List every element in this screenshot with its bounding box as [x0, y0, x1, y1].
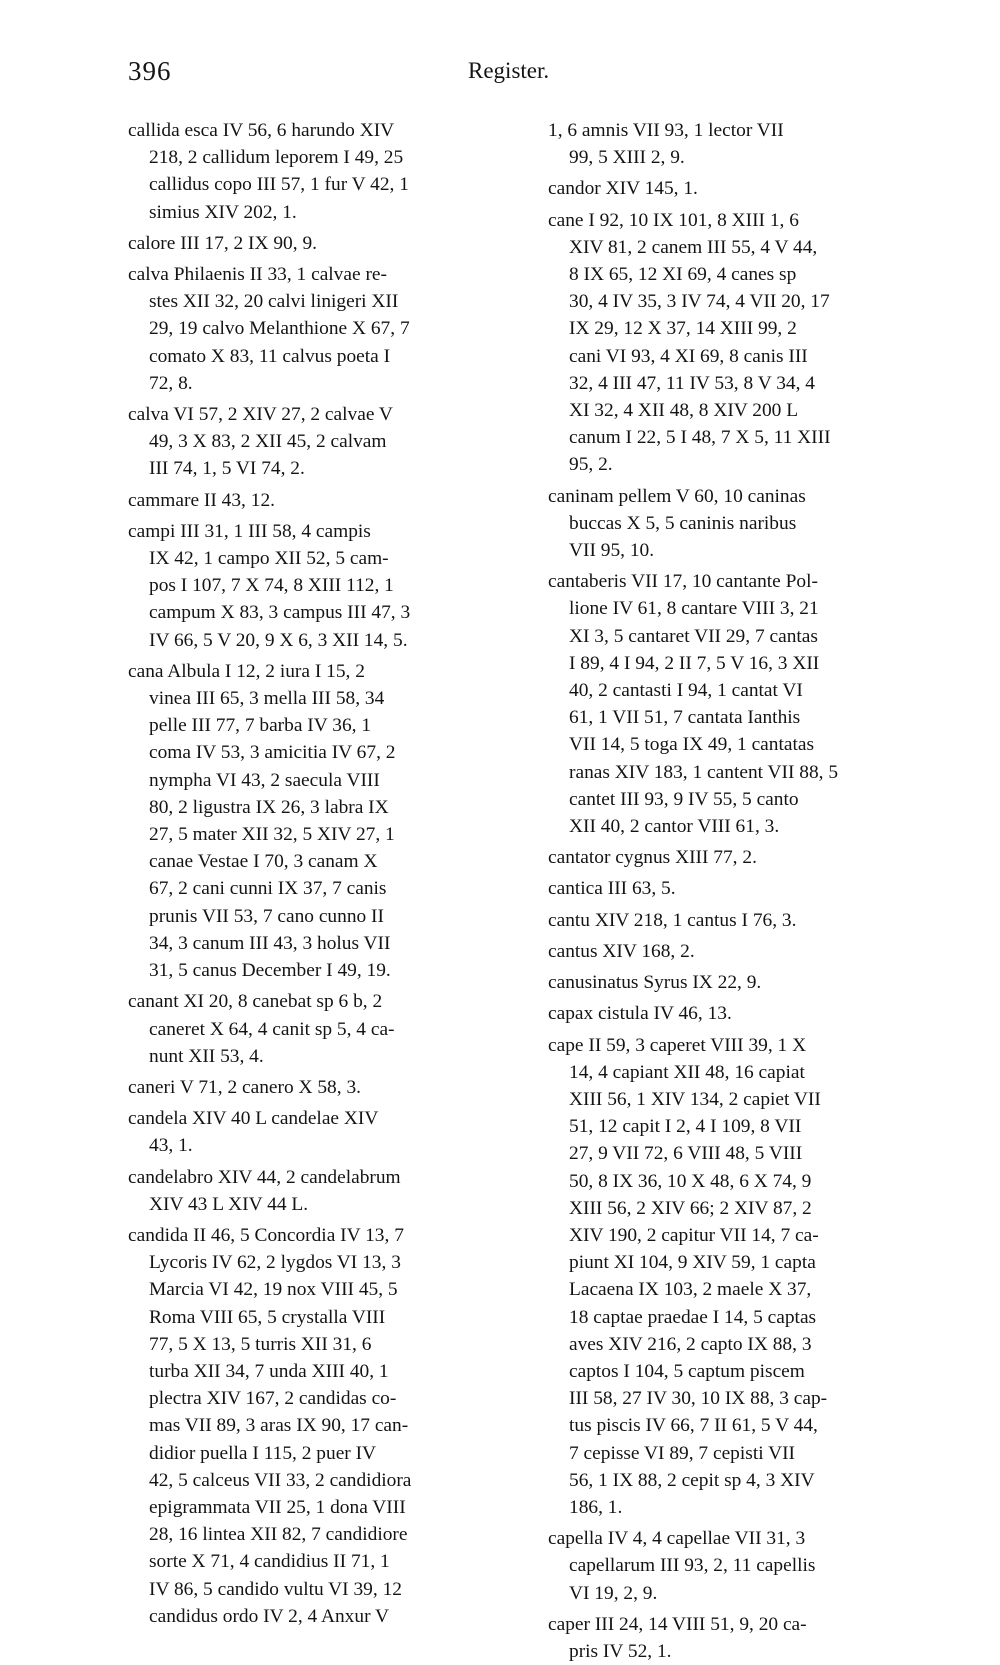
entry-line: aves XIV 216, 2 capto IX 88, 3 — [569, 1333, 812, 1355]
entry-line: XI 32, 4 XII 48, 8 XIV 200 L — [569, 400, 799, 422]
index-entry — [548, 938, 964, 965]
entry-line: Lycoris IV 62, 2 lygdos VI 13, 3 — [149, 1252, 401, 1274]
entry-line: XIV 43 L XIV 44 L. — [149, 1193, 309, 1215]
index-entry — [548, 483, 964, 565]
entry-line: Marcia VI 42, 19 nox VIII 45, 5 — [149, 1279, 398, 1301]
index-entry — [548, 907, 964, 934]
entry-line: pos I 107, 7 X 74, 8 XIII 112, 1 — [149, 575, 394, 597]
entry-line: 30, 4 IV 35, 3 IV 74, 4 VII 20, 17 — [569, 291, 830, 313]
entry-line: 28, 16 lintea XII 82, 7 candidiore — [149, 1524, 408, 1546]
entry-line: candelabro XIV 44, 2 candelabrum — [128, 1166, 401, 1188]
entry-line: 29, 19 calvo Melanthione X 67, 7 — [149, 318, 410, 340]
index-entry — [128, 1222, 528, 1630]
entry-line: calore III 17, 2 IX 90, 9. — [128, 232, 317, 254]
entry-line: buccas X 5, 5 caninis naribus — [569, 512, 797, 534]
index-entry — [548, 568, 964, 840]
entry-line: IX 42, 1 campo XII 52, 5 cam- — [149, 548, 389, 570]
entry-line: simius XIV 202, 1. — [149, 201, 297, 223]
entry-line: 218, 2 callidum leporem I 49, 25 — [149, 147, 404, 169]
entry-line: VI 19, 2, 9. — [569, 1582, 658, 1604]
entry-line: 72, 8. — [149, 372, 193, 394]
entry-line: lione IV 61, 8 cantare VIII 3, 21 — [569, 598, 819, 620]
entry-line: candela XIV 40 L candelae XIV — [128, 1108, 379, 1130]
entry-line: callida esca IV 56, 6 harundo XIV — [128, 120, 395, 141]
entry-line: vinea III 65, 3 mella III 58, 34 — [149, 688, 385, 710]
index-entry — [548, 875, 964, 902]
entry-line: cape II 59, 3 caperet VIII 39, 1 X — [548, 1034, 807, 1056]
index-entry — [548, 207, 964, 479]
entry-line: 14, 4 capiant XII 48, 16 capiat — [569, 1061, 805, 1083]
entry-line: calva VI 57, 2 XIV 27, 2 calvae V — [128, 404, 393, 426]
index-entry — [548, 1525, 964, 1607]
entry-line: capellarum III 93, 2, 11 capellis — [569, 1555, 816, 1577]
entry-line: captos I 104, 5 captum piscem — [569, 1360, 805, 1382]
index-entry — [128, 261, 528, 397]
entry-line: XII 40, 2 cantor VIII 61, 3. — [569, 816, 780, 838]
entry-line: 51, 12 capit I 2, 4 I 109, 8 VII — [569, 1116, 802, 1138]
entry-line: nympha VI 43, 2 saecula VIII — [149, 769, 380, 791]
entry-line: 67, 2 cani cunni IX 37, 7 canis — [149, 878, 387, 900]
entry-line: 27, 9 VII 72, 6 VIII 48, 5 VIII — [569, 1143, 803, 1165]
entry-line: 43, 1. — [149, 1135, 193, 1157]
entry-line: 1, 6 amnis VII 93, 1 lector VII — [548, 120, 784, 141]
entry-line: 40, 2 cantasti I 94, 1 cantat VI — [569, 680, 803, 702]
entry-line: plectra XIV 167, 2 candidas co- — [149, 1388, 397, 1410]
entry-line: piunt XI 104, 9 XIV 59, 1 capta — [569, 1252, 816, 1274]
entry-line: 18 captae praedae I 14, 5 captas — [569, 1306, 817, 1328]
entry-line: 56, 1 IX 88, 2 cepit sp 4, 3 XIV — [569, 1469, 815, 1491]
entry-line: IV 86, 5 candido vultu VI 39, 12 — [149, 1578, 402, 1600]
entry-line: 34, 3 canum III 43, 3 holus VII — [149, 932, 391, 954]
entry-line: I 89, 4 I 94, 2 II 7, 5 V 16, 3 XII — [569, 652, 820, 674]
index-entry — [548, 969, 964, 996]
entry-line: coma IV 53, 3 amicitia IV 67, 2 — [149, 742, 396, 764]
entry-line: canum I 22, 5 I 48, 7 X 5, 11 XIII — [569, 427, 831, 449]
index-entry — [128, 487, 528, 514]
entry-line: mas VII 89, 3 aras IX 90, 17 can- — [149, 1415, 409, 1437]
entry-line: nunt XII 53, 4. — [149, 1045, 264, 1067]
entry-line: candidus ordo IV 2, 4 Anxur V — [149, 1605, 390, 1627]
entry-line: 50, 8 IX 36, 10 X 48, 6 X 74, 9 — [569, 1170, 812, 1192]
index-entry — [548, 175, 964, 202]
index-entry — [128, 1164, 528, 1218]
entry-line: calva Philaenis II 33, 1 calvae re- — [128, 264, 387, 286]
entry-line: didior puella I 115, 2 puer IV — [149, 1442, 377, 1464]
entry-line: canusinatus Syrus IX 22, 9. — [548, 972, 762, 994]
entry-line: cane I 92, 10 IX 101, 8 XIII 1, 6 — [548, 209, 799, 231]
entry-line: cantaberis VII 17, 10 cantante Pol- — [548, 571, 818, 593]
running-head: Register. — [468, 58, 550, 83]
entry-line: 77, 5 X 13, 5 turris XII 31, 6 — [149, 1333, 372, 1355]
entry-line: III 74, 1, 5 VI 74, 2. — [149, 458, 305, 480]
index-entry — [548, 1000, 964, 1027]
entry-line: 49, 3 X 83, 2 XII 45, 2 calvam — [149, 431, 387, 453]
entry-line: cana Albula I 12, 2 iura I 15, 2 — [128, 660, 365, 682]
entry-line: pelle III 77, 7 barba IV 36, 1 — [149, 715, 372, 737]
entry-line: Lacaena IX 103, 2 maele X 37, — [569, 1279, 812, 1301]
entry-line: stes XII 32, 20 calvi linigeri XII — [149, 291, 399, 313]
page-number: 396 — [128, 56, 172, 86]
index-entry — [128, 117, 528, 226]
entry-line: 80, 2 ligustra IX 26, 3 labra IX — [149, 796, 389, 818]
index-entry — [128, 230, 528, 257]
left-column — [128, 117, 528, 1630]
entry-line: canant XI 20, 8 canebat sp 6 b, 2 — [128, 991, 383, 1013]
entry-line: campum X 83, 3 campus III 47, 3 — [149, 602, 411, 624]
entry-line: 99, 5 XIII 2, 9. — [569, 147, 685, 169]
index-entry — [128, 1105, 528, 1159]
index-entry — [548, 1032, 964, 1522]
entry-line: 31, 5 canus December I 49, 19. — [149, 960, 391, 982]
entry-line: cantu XIV 218, 1 cantus I 76, 3. — [548, 909, 797, 931]
entry-line: IX 29, 12 X 37, 14 XIII 99, 2 — [569, 318, 797, 340]
entry-line: 32, 4 III 47, 11 IV 53, 8 V 34, 4 — [569, 372, 815, 394]
entry-line: VII 14, 5 toga IX 49, 1 cantatas — [569, 734, 815, 756]
entry-line: canae Vestae I 70, 3 canam X — [149, 851, 378, 873]
entry-line: XIV 190, 2 capitur VII 14, 7 ca- — [569, 1224, 819, 1246]
entry-line: candor XIV 145, 1. — [548, 178, 698, 200]
right-column — [548, 117, 964, 1665]
entry-line: capax cistula IV 46, 13. — [548, 1003, 732, 1025]
entry-line: VII 95, 10. — [569, 540, 655, 562]
entry-line: turba XII 34, 7 unda XIII 40, 1 — [149, 1360, 389, 1382]
entry-line: prunis VII 53, 7 cano cunno II — [149, 905, 384, 927]
page-header — [128, 56, 964, 96]
entry-line: caper III 24, 14 VIII 51, 9, 20 ca- — [548, 1613, 807, 1635]
entry-line: Roma VIII 65, 5 crystalla VIII — [149, 1306, 386, 1328]
entry-line: pris IV 52, 1. — [569, 1640, 672, 1662]
entry-line: 186, 1. — [569, 1496, 623, 1518]
index-entry — [128, 518, 528, 654]
index-entry — [548, 1611, 964, 1665]
entry-line: cammare II 43, 12. — [128, 489, 275, 511]
entry-line: campi III 31, 1 III 58, 4 campis — [128, 520, 371, 542]
entry-line: cantet III 93, 9 IV 55, 5 canto — [569, 788, 799, 810]
entry-line: cantator cygnus XIII 77, 2. — [548, 847, 757, 869]
index-entry — [128, 1074, 528, 1101]
index-entry — [128, 658, 528, 984]
entry-line: IV 66, 5 V 20, 9 X 6, 3 XII 14, 5. — [149, 629, 408, 651]
entry-line: cantus XIV 168, 2. — [548, 940, 695, 962]
entry-line: 7 cepisse VI 89, 7 cepisti VII — [569, 1442, 796, 1464]
entry-line: cantica III 63, 5. — [548, 878, 676, 900]
entry-line: sorte X 71, 4 candidius II 71, 1 — [149, 1551, 390, 1573]
entry-line: 8 IX 65, 12 XI 69, 4 canes sp — [569, 264, 797, 286]
entry-line: XI 3, 5 cantaret VII 29, 7 cantas — [569, 625, 818, 647]
entry-line: callidus copo III 57, 1 fur V 42, 1 — [149, 174, 409, 196]
index-entry — [548, 844, 964, 871]
entry-line: XIII 56, 2 XIV 66; 2 XIV 87, 2 — [569, 1197, 812, 1219]
index-entry — [128, 988, 528, 1070]
entry-line: 95, 2. — [569, 454, 613, 476]
entry-line: capella IV 4, 4 capellae VII 31, 3 — [548, 1528, 806, 1550]
entry-line: ranas XIV 183, 1 cantent VII 88, 5 — [569, 761, 839, 783]
entry-line: XIV 81, 2 canem III 55, 4 V 44, — [569, 236, 818, 258]
entry-line: cani VI 93, 4 XI 69, 8 canis III — [569, 345, 808, 367]
entry-line: III 58, 27 IV 30, 10 IX 88, 3 cap- — [569, 1388, 828, 1410]
entry-line: 61, 1 VII 51, 7 cantata Ianthis — [569, 707, 801, 729]
index-entry — [548, 117, 964, 171]
entry-line: epigrammata VII 25, 1 dona VIII — [149, 1496, 406, 1518]
entry-line: caneret X 64, 4 canit sp 5, 4 ca- — [149, 1018, 395, 1040]
entry-line: tus piscis IV 66, 7 II 61, 5 V 44, — [569, 1415, 818, 1437]
entry-line: XIII 56, 1 XIV 134, 2 capiet VII — [569, 1088, 821, 1110]
entry-line: 27, 5 mater XII 32, 5 XIV 27, 1 — [149, 824, 395, 846]
entry-line: 42, 5 calceus VII 33, 2 candidiora — [149, 1469, 412, 1491]
entry-line: caninam pellem V 60, 10 caninas — [548, 485, 806, 507]
entry-line: comato X 83, 11 calvus poeta I — [149, 345, 391, 367]
entry-line: caneri V 71, 2 canero X 58, 3. — [128, 1076, 361, 1098]
index-entry — [128, 401, 528, 483]
entry-line: candida II 46, 5 Concordia IV 13, 7 — [128, 1224, 404, 1246]
